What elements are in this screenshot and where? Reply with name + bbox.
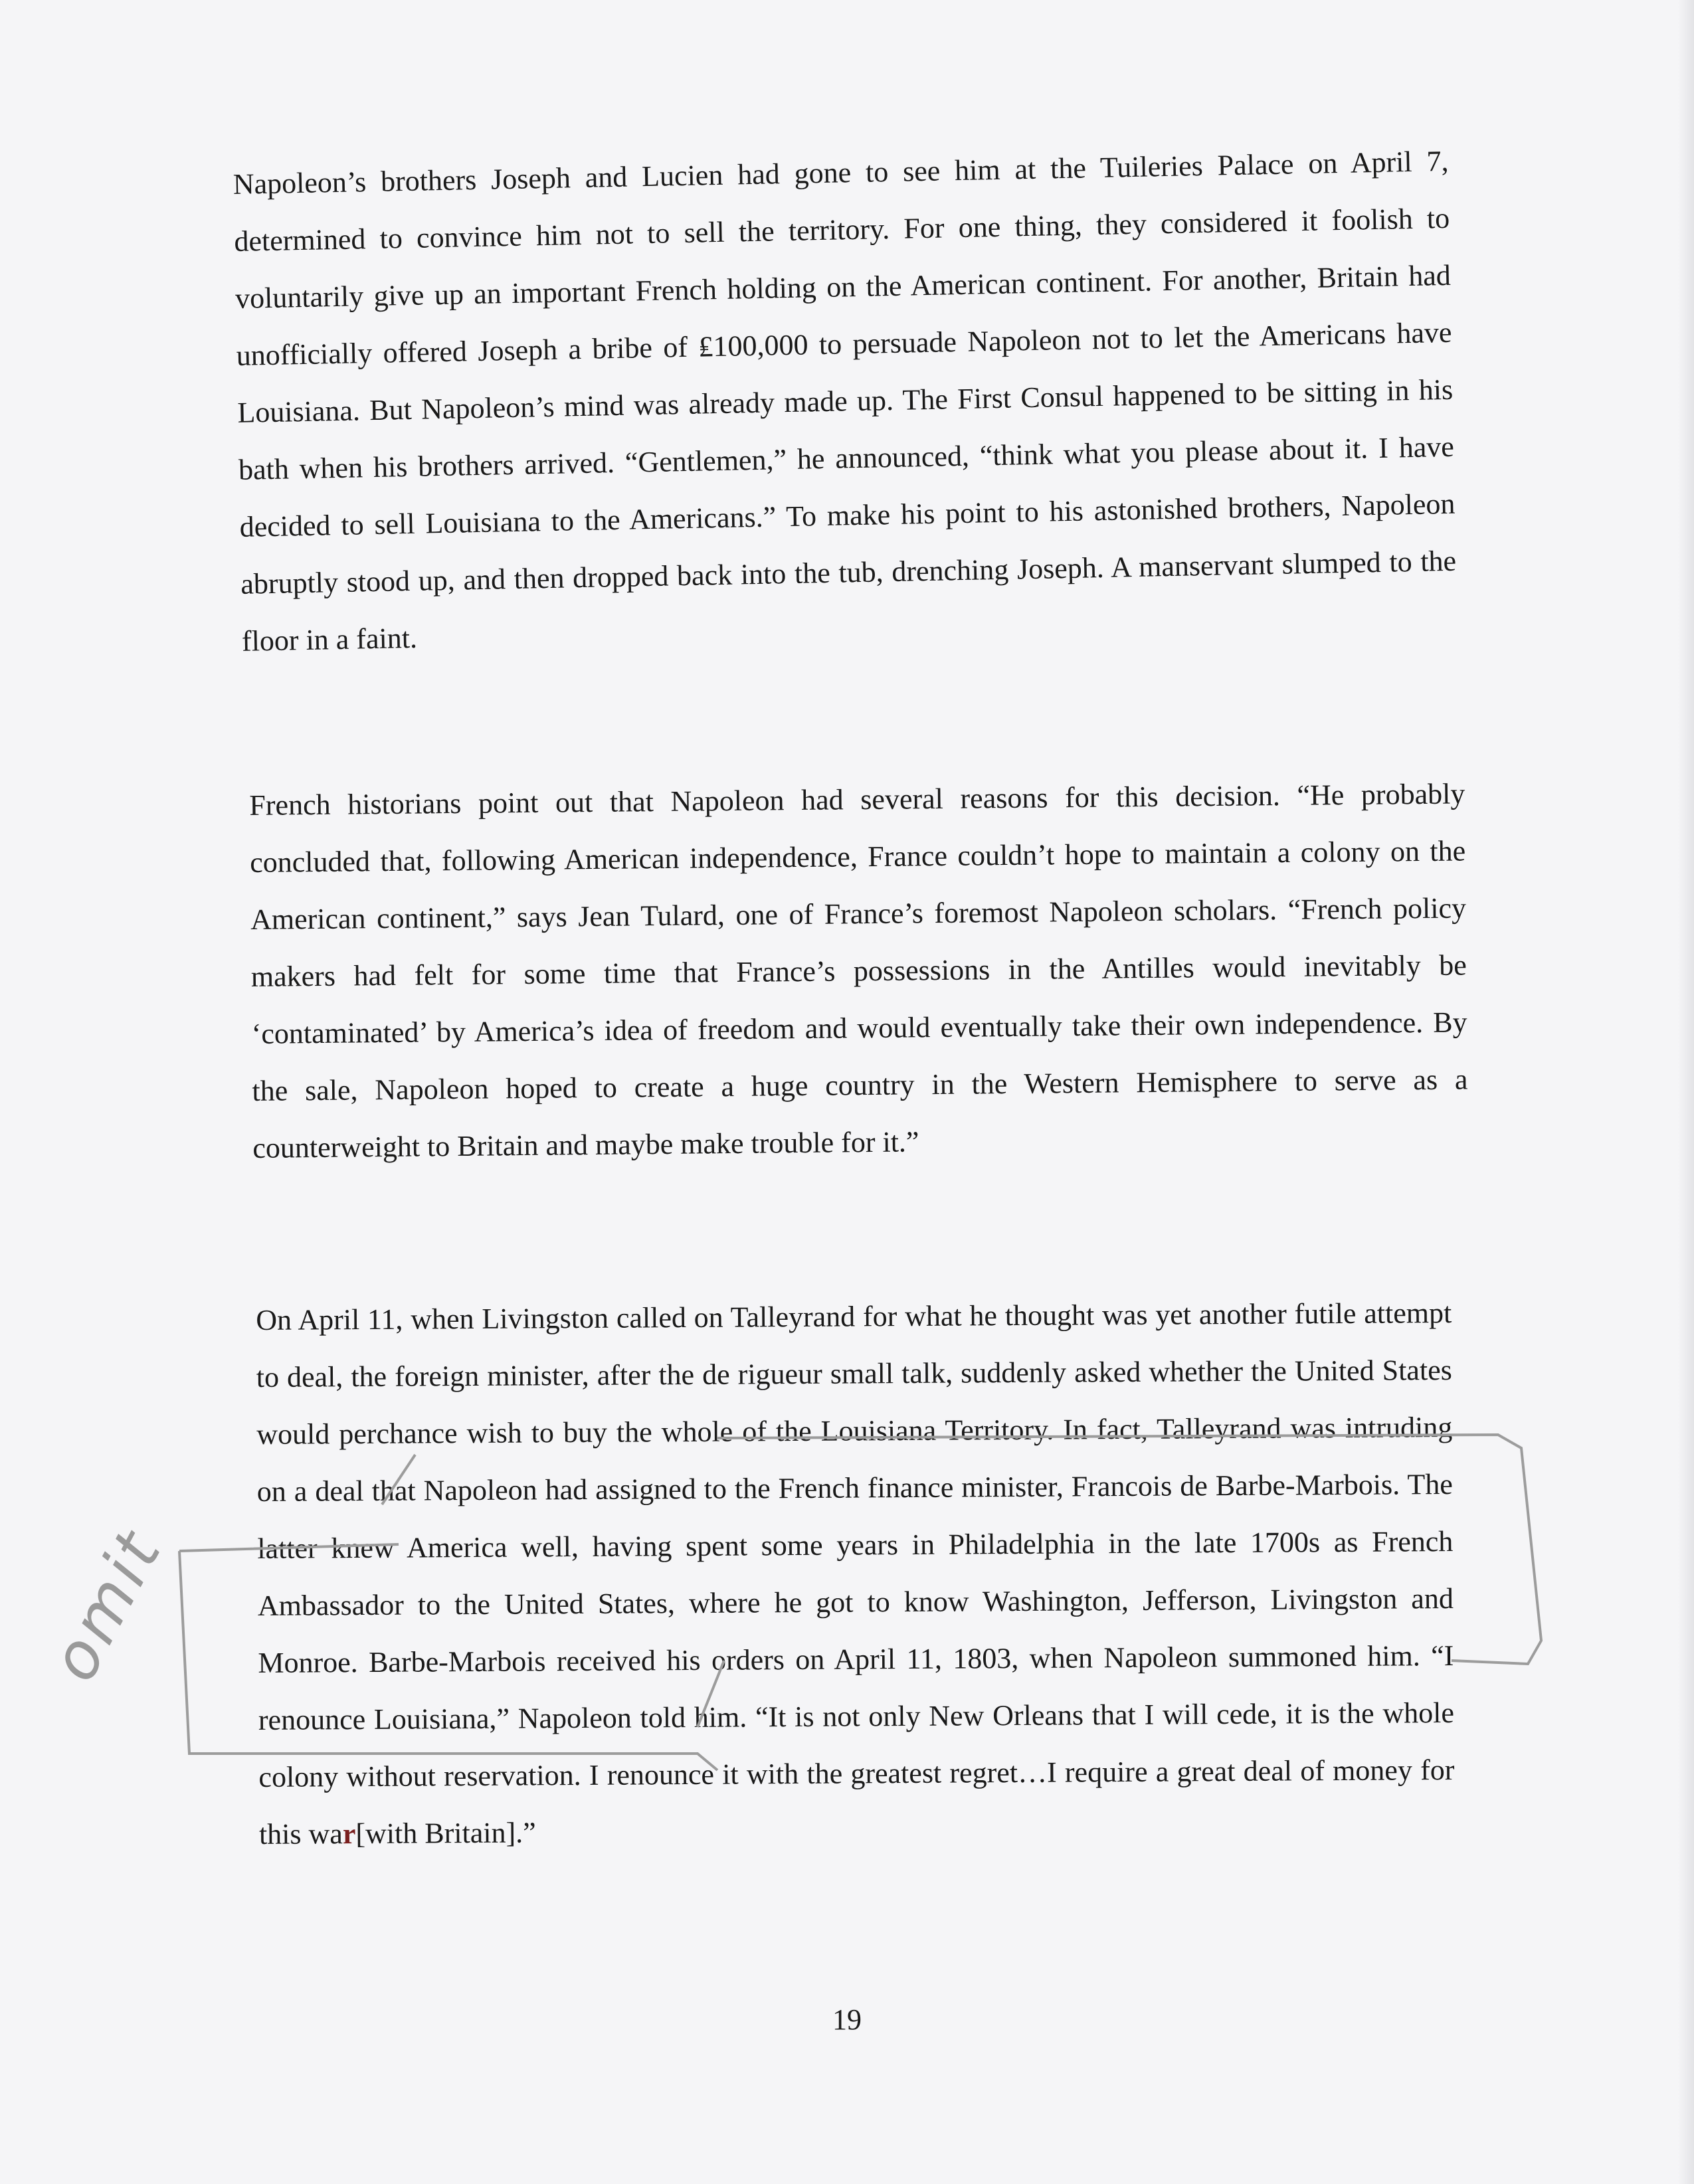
handwritten-correction-mark: r (342, 1817, 356, 1851)
paragraph-2-text: French historians point out that Napoleon had several reasons for this decision. “He probably concluded that, following American independence, France couldn’t hope to maintain a colony on the American continent,” says Jean Tulard, one of France’s foremost Napoleon scholars. “French policy makers had felt for some time that France’s possessions in the Antilles would inevitably be ‘contaminated’ by America’s idea of freedom and would eventually take their own independence. By the sale, Napoleon hoped to create a huge country in the Western Hemisphere to serve as a counterweight to Britain and maybe make trouble for it.” (249, 777, 1468, 1164)
page-number: 19 (832, 2003, 862, 2036)
paragraph-3-end: [with Britain].” (355, 1816, 536, 1851)
paragraph-3 (256, 1285, 1455, 1863)
paragraph-3-text (256, 1285, 1455, 1863)
paragraph-3-main: On April 11, when Livingston called on Talleyrand for what he thought was yet another futile attempt to deal, the foreign minister, after the de rigueur small talk, suddenly asked whether the United States would perchance wish to buy the whole of the Louisiana Territory. In fact, Talleyrand was intruding on a deal that Napoleon had assigned to the French finance minister, Francois de Barbe-Marbois. The latter knew America well, having spent some years in Philadelphia in the late 1700s as French Ambassador to the United States, where he got to know Washington, Jefferson, Livingston and Monroe. Barbe-Marbois received his orders on April 11, 1803, when Napoleon summoned him. “I renounce Louisiana,” Napoleon told him. “It is not only New Orleans that I will cede, it is the whole colony without reservation. I renounce it with the greatest regret…I require a great deal of money for this wa (256, 1297, 1455, 1851)
page-edge (1678, 0, 1694, 2184)
paragraph-2 (249, 765, 1469, 1177)
paragraph-1 (233, 133, 1458, 670)
paragraph-1-text: Napoleon’s brothers Joseph and Lucien had gone to see him at the Tuileries Palace on April 7, determined to convince him not to sell the territory. For one thing, they considered it foolish to voluntarily give up an important French holding on the American continent. For another, Britain had unofficially offered Joseph a bribe of ₤100,000 to persuade Napoleon not to let the Americans have Louisiana. But Napoleon’s mind was already made up. The First Consul happened to be sitting in his bath when his brothers arrived. “Gentlemen,” he announced, “think what you please about it. I have decided to sell Louisiana to the Americans.” To make his point to his astonished brothers, Napoleon abruptly stood up, and then dropped back into the tub, drenching Joseph. A manservant slumped to the floor in a faint. (233, 144, 1457, 658)
margin-note-omit: omit (36, 1516, 177, 1693)
